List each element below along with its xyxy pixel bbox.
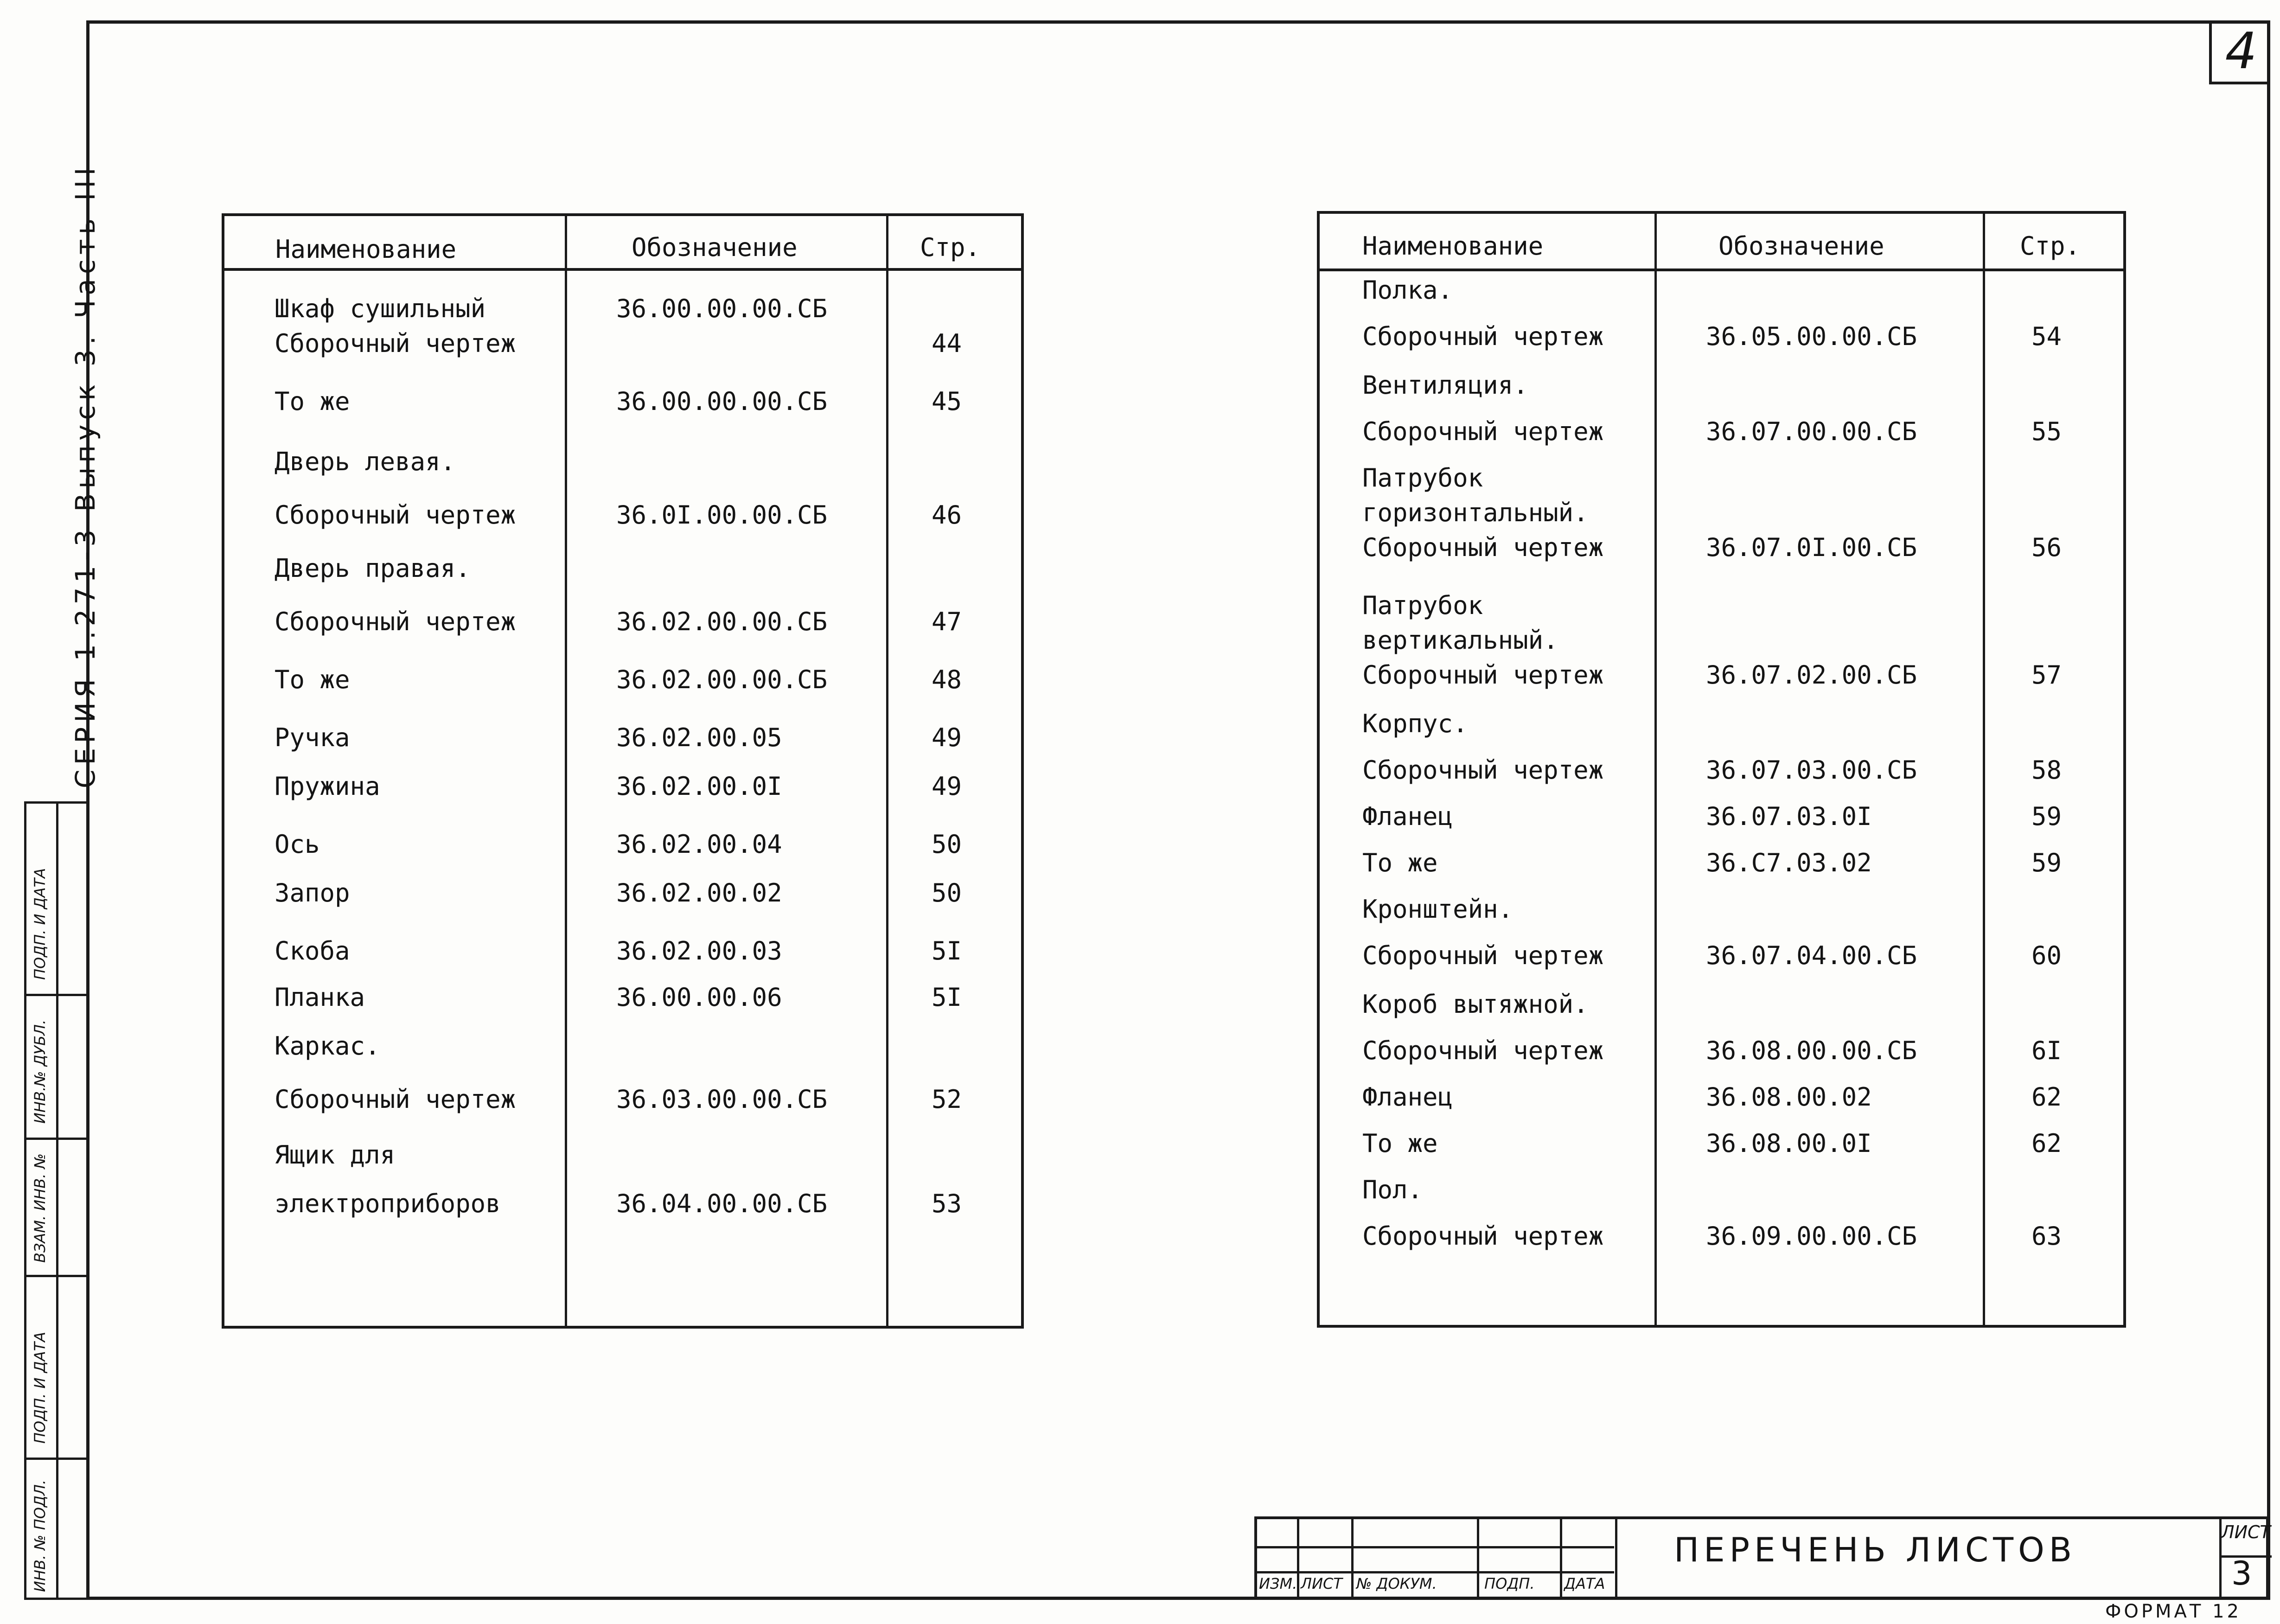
right-row-page: 62 — [2031, 1082, 2062, 1112]
right-row-name: Сборочный чертеж — [1362, 322, 1604, 351]
col-label-sheet: ЛИСТ — [1301, 1575, 1342, 1592]
left-row-code: 36.00.00.00.СБ — [616, 387, 828, 416]
left-row-name: Сборочный чертеж — [275, 607, 516, 636]
margin-label-inv-dup: ИНВ.№ ДУБЛ. — [31, 1019, 49, 1124]
right-row-code: 36.08.00.0I — [1706, 1129, 1872, 1158]
left-row-name: Запор — [275, 878, 350, 908]
left-row-name: Планка — [275, 983, 365, 1012]
right-row-name: То же — [1362, 1129, 1438, 1158]
column-divider — [886, 216, 888, 1326]
left-row-page: 50 — [932, 878, 962, 908]
left-row-code: 36.02.00.03 — [616, 936, 782, 965]
right-row-page: 59 — [2031, 802, 2062, 831]
right-row-name: горизонтальный. — [1362, 498, 1589, 527]
right-row-name: Сборочный чертеж — [1362, 941, 1604, 970]
column-divider — [565, 216, 567, 1326]
left-row-code: 36.02.00.04 — [616, 830, 782, 859]
left-row-name: электроприборов — [275, 1189, 501, 1218]
column-divider — [1654, 214, 1657, 1325]
right-row-name: Корпус. — [1362, 709, 1468, 738]
right-row-page: 54 — [2031, 322, 2062, 351]
right-row-code: 36.07.0I.00.СБ — [1706, 533, 1917, 562]
header-divider — [224, 268, 1021, 271]
left-row-name: То же — [275, 387, 350, 416]
right-row-name: Фланец — [1362, 1082, 1453, 1112]
left-row-page: 45 — [932, 387, 962, 416]
right-row-code: 36.08.00.02 — [1706, 1082, 1872, 1112]
left-row-code: 36.00.00.06 — [616, 983, 782, 1012]
left-row-code: 36.02.00.0I — [616, 772, 782, 801]
left-row-page: 48 — [932, 665, 962, 694]
left-row-code: 36.02.00.00.СБ — [616, 665, 828, 694]
sheet-label: ЛИСТ — [2221, 1522, 2271, 1542]
left-row-name: Скоба — [275, 936, 350, 965]
sheet-corner-number: 4 — [2209, 20, 2270, 84]
header-page: Стр. — [920, 233, 981, 262]
margin-row-divider — [26, 1275, 87, 1277]
left-row-name: То же — [275, 665, 350, 694]
left-row-name: Шкаф сушильный — [275, 294, 486, 323]
right-row-page: 6I — [2031, 1036, 2062, 1065]
col-label-doc-no: № ДОКУМ. — [1356, 1575, 1437, 1592]
title-block-col — [1560, 1519, 1562, 1600]
left-row-code: 36.02.00.02 — [616, 878, 782, 908]
col-label-change: ИЗМ. — [1259, 1575, 1297, 1592]
left-row-page: 44 — [932, 329, 962, 358]
right-row-name: Фланец — [1362, 802, 1453, 831]
header-code: Обозначение — [1718, 231, 1884, 261]
header-name: Наименование — [275, 235, 457, 264]
left-row-page: 52 — [932, 1085, 962, 1114]
title-block-col — [1477, 1519, 1479, 1600]
right-row-name: Полка. — [1362, 275, 1453, 305]
right-row-code: 36.07.00.00.СБ — [1706, 417, 1917, 446]
right-sheet-table — [1317, 211, 2126, 1328]
right-row-name: Вентиляция. — [1362, 371, 1528, 400]
right-row-page: 57 — [2031, 660, 2062, 690]
right-row-name: Сборочный чертеж — [1362, 660, 1604, 690]
left-row-name: Ящик для — [275, 1140, 396, 1170]
left-row-page: 47 — [932, 607, 962, 636]
left-row-page: 49 — [932, 723, 962, 752]
left-row-name: Дверь правая. — [275, 554, 471, 583]
left-row-name: Сборочный чертеж — [275, 1085, 516, 1114]
left-row-name: Сборочный чертеж — [275, 500, 516, 530]
margin-label-sign-date-1: ПОДП. И ДАТА — [31, 868, 49, 980]
right-row-name: Сборочный чертеж — [1362, 1221, 1604, 1251]
right-row-name: То же — [1362, 848, 1438, 877]
right-row-code: 36.05.00.00.СБ — [1706, 322, 1917, 351]
right-row-page: 59 — [2031, 848, 2062, 877]
right-row-code: 36.09.00.00.СБ — [1706, 1221, 1917, 1251]
header-name: Наименование — [1362, 231, 1544, 261]
right-row-page: 55 — [2031, 417, 2062, 446]
margin-row-divider — [26, 1138, 87, 1140]
left-row-name: Пружина — [275, 772, 380, 801]
left-row-name: Ось — [275, 830, 320, 859]
left-row-code: 36.00.00.00.СБ — [616, 294, 828, 323]
left-row-name: Каркас. — [275, 1031, 380, 1061]
title-block-col — [1351, 1519, 1354, 1600]
margin-stamp — [24, 801, 89, 1600]
right-row-name: вертикальный. — [1362, 626, 1558, 655]
right-row-code: 36.07.04.00.СБ — [1706, 941, 1917, 970]
header-divider — [1320, 269, 2123, 271]
right-row-name: Короб вытяжной. — [1362, 990, 1589, 1019]
left-row-page: 50 — [932, 830, 962, 859]
right-row-code: 36.08.00.00.СБ — [1706, 1036, 1917, 1065]
right-row-name: Сборочный чертеж — [1362, 755, 1604, 785]
margin-stamp-divider — [56, 804, 58, 1598]
left-row-code: 36.04.00.00.СБ — [616, 1189, 828, 1218]
document-title: ПЕРЕЧЕНЬ ЛИСТОВ — [1674, 1530, 2077, 1569]
margin-row-divider — [26, 994, 87, 996]
margin-label-sign-date-2: ПОДП. И ДАТА — [31, 1331, 49, 1444]
right-row-code: 36.С7.03.02 — [1706, 848, 1872, 877]
left-row-page: 5I — [932, 983, 962, 1012]
left-row-page: 5I — [932, 936, 962, 965]
right-row-page: 60 — [2031, 941, 2062, 970]
margin-label-inv-orig: ИНВ. № ПОДЛ. — [31, 1479, 49, 1592]
right-row-page: 63 — [2031, 1221, 2062, 1251]
right-row-code: 36.07.03.0I — [1706, 802, 1872, 831]
title-block-col — [1615, 1519, 1617, 1600]
right-row-name: Кронштейн. — [1362, 895, 1514, 924]
left-row-page: 53 — [932, 1189, 962, 1218]
sheet-number: 3 — [2231, 1554, 2252, 1592]
right-row-name: Патрубок — [1362, 591, 1483, 620]
margin-label-replace-inv: ВЗАМ. ИНВ. № — [31, 1153, 49, 1263]
right-row-code: 36.07.03.00.СБ — [1706, 755, 1917, 785]
right-row-code: 36.07.02.00.СБ — [1706, 660, 1917, 690]
right-row-page: 56 — [2031, 533, 2062, 562]
right-row-name: Сборочный чертеж — [1362, 533, 1604, 562]
left-row-code: 36.02.00.05 — [616, 723, 782, 752]
right-row-name: Пол. — [1362, 1175, 1423, 1204]
right-row-page: 62 — [2031, 1129, 2062, 1158]
left-row-name: Дверь левая. — [275, 447, 456, 476]
left-row-code: 36.02.00.00.СБ — [616, 607, 828, 636]
col-label-date: ДАТА — [1564, 1575, 1605, 1592]
left-row-page: 46 — [932, 500, 962, 530]
right-row-name: Сборочный чертеж — [1362, 417, 1604, 446]
right-row-name: Сборочный чертеж — [1362, 1036, 1604, 1065]
col-label-sign: ПОДП. — [1484, 1575, 1535, 1592]
left-row-code: 36.0I.00.00.СБ — [616, 500, 828, 530]
right-row-name: Патрубок — [1362, 463, 1483, 492]
left-row-code: 36.03.00.00.СБ — [616, 1085, 828, 1114]
column-divider — [1983, 214, 1985, 1325]
title-block-col — [1297, 1519, 1299, 1600]
left-row-name: Ручка — [275, 723, 350, 752]
format-label: ФОРМАТ 12 — [2105, 1601, 2242, 1622]
header-page: Стр. — [2020, 231, 2081, 261]
left-row-page: 49 — [932, 772, 962, 801]
right-row-page: 58 — [2031, 755, 2062, 785]
left-sheet-table — [222, 213, 1024, 1329]
left-row-name: Сборочный чертеж — [275, 329, 516, 358]
series-label: СЕРИЯ 1.271-3 Выпуск 3. Часть III — [70, 163, 101, 788]
header-code: Обозначение — [632, 233, 798, 262]
margin-row-divider — [26, 1458, 87, 1460]
